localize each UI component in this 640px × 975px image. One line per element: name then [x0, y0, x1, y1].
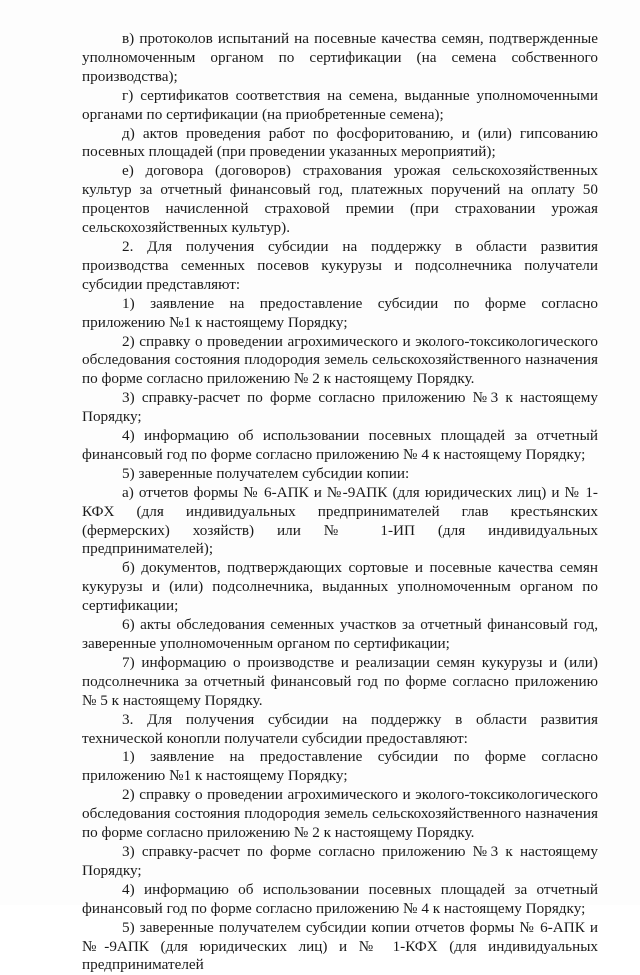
paragraph-g-certificates: г) сертификатов соответствия на семена, выданные уполномоченными органами по сертификации (на приобретенные семена);: [82, 86, 598, 123]
paragraph-s2-item-5: 5) заверенные получателем субсидии копии:: [122, 464, 410, 482]
paragraph-s2-item-3: 3) справку-расчет по форме согласно приложению №3 к настоящему Порядку;: [82, 389, 598, 426]
paragraph-section-2-intro: 2. Для получения субсидии на поддержку в области развития производства семенных посевов кукурузы и подсолнечника получатели субсидии представляют:: [82, 237, 598, 293]
paragraph-s2-item-4: 4) информацию об использовании посевных площадей за отчетный финансовый год по форме согласно приложению № 4 к настоящему Порядку;: [82, 427, 598, 463]
paragraph-d-phosphoritization-acts: д) актов проведения работ по фосфоритованию, и (или) гипсованию посевных площадей (при проведении указанных мероприятий);: [82, 124, 598, 161]
paragraph-section-3-intro: 3. Для получения субсидии на поддержку в области развития технической конопли получатели субсидии предоставляют:: [82, 710, 598, 747]
paragraph-e-insurance-contracts: е) договора (договоров) страхования урожая сельскохозяйственных культур за отчетный финансовый год, платежных поручений на оплату 50 процентов начисленной страховой премии (при страховании урожая сельскохозяйственных культур).: [82, 162, 598, 237]
paragraph-s2-item-5a: а) отчетов формы № 6-АПК и №-9АПК (для юридических лиц) и № 1-КФХ (для индивидуальных предпринимателей глав крестьянских (фермерских) хозяйств) или № 1-ИП (для индивидуальных предпринимателей);: [82, 483, 598, 558]
paragraph-v-protocols: в) протоколов испытаний на посевные качества семян, подтвержденные уполномоченным органом по сертификации (на семена собственного производства);: [82, 30, 598, 85]
paragraph-s2-item-7: 7) информацию о производстве и реализации семян кукурузы и (или) подсолнечника за отчетный финансовый год по форме согласно приложению № 5 к настоящему Порядку.: [82, 653, 598, 709]
paragraph-s2-item-6: 6) акты обследования семенных участков за отчетный финансовый год, заверенные уполномоченным органом по сертификации;: [82, 616, 598, 652]
paragraph-s3-item-5: 5) заверенные получателем субсидии копии отчетов формы № 6-АПК и №-9АПК (для юридических лиц) и № 1-КФХ (для индивидуальных предпринимателей: [82, 918, 598, 974]
paragraph-s2-item-5b: б) документов, подтверждающих сортовые и посевные качества семян кукурузы и (или) подсолнечника, выданных уполномоченным органом по сертификации;: [82, 559, 598, 615]
paragraph-s3-item-1: 1) заявление на предоставление субсидии по форме согласно приложению №1 к настоящему Порядку;: [82, 748, 598, 785]
document-body: [82, 30, 598, 975]
paragraph-s3-item-4: 4) информацию об использовании посевных площадей за отчетный финансовый год по форме согласно приложению № 4 к настоящему Порядку;: [82, 880, 598, 917]
paragraph-s2-item-1: 1) заявление на предоставление субсидии по форме согласно приложению №1 к настоящему Порядку;: [82, 294, 598, 331]
paragraph-s3-item-2: 2) справку о проведении агрохимического и эколого-токсикологического обследования состояния плодородия земель сельскохозяйственного назначения по форме согласно приложению № 2 к настоящему Порядку.: [82, 786, 598, 842]
paragraph-s3-item-3: 3) справку-расчет по форме согласно приложению №3 к настоящему Порядку;: [82, 842, 598, 879]
paragraph-s2-item-2: 2) справку о проведении агрохимического и эколого-токсикологического обследования состояния плодородия земель сельскохозяйственного назначения по форме согласно приложению № 2 к настоящему Порядку.: [82, 332, 598, 388]
